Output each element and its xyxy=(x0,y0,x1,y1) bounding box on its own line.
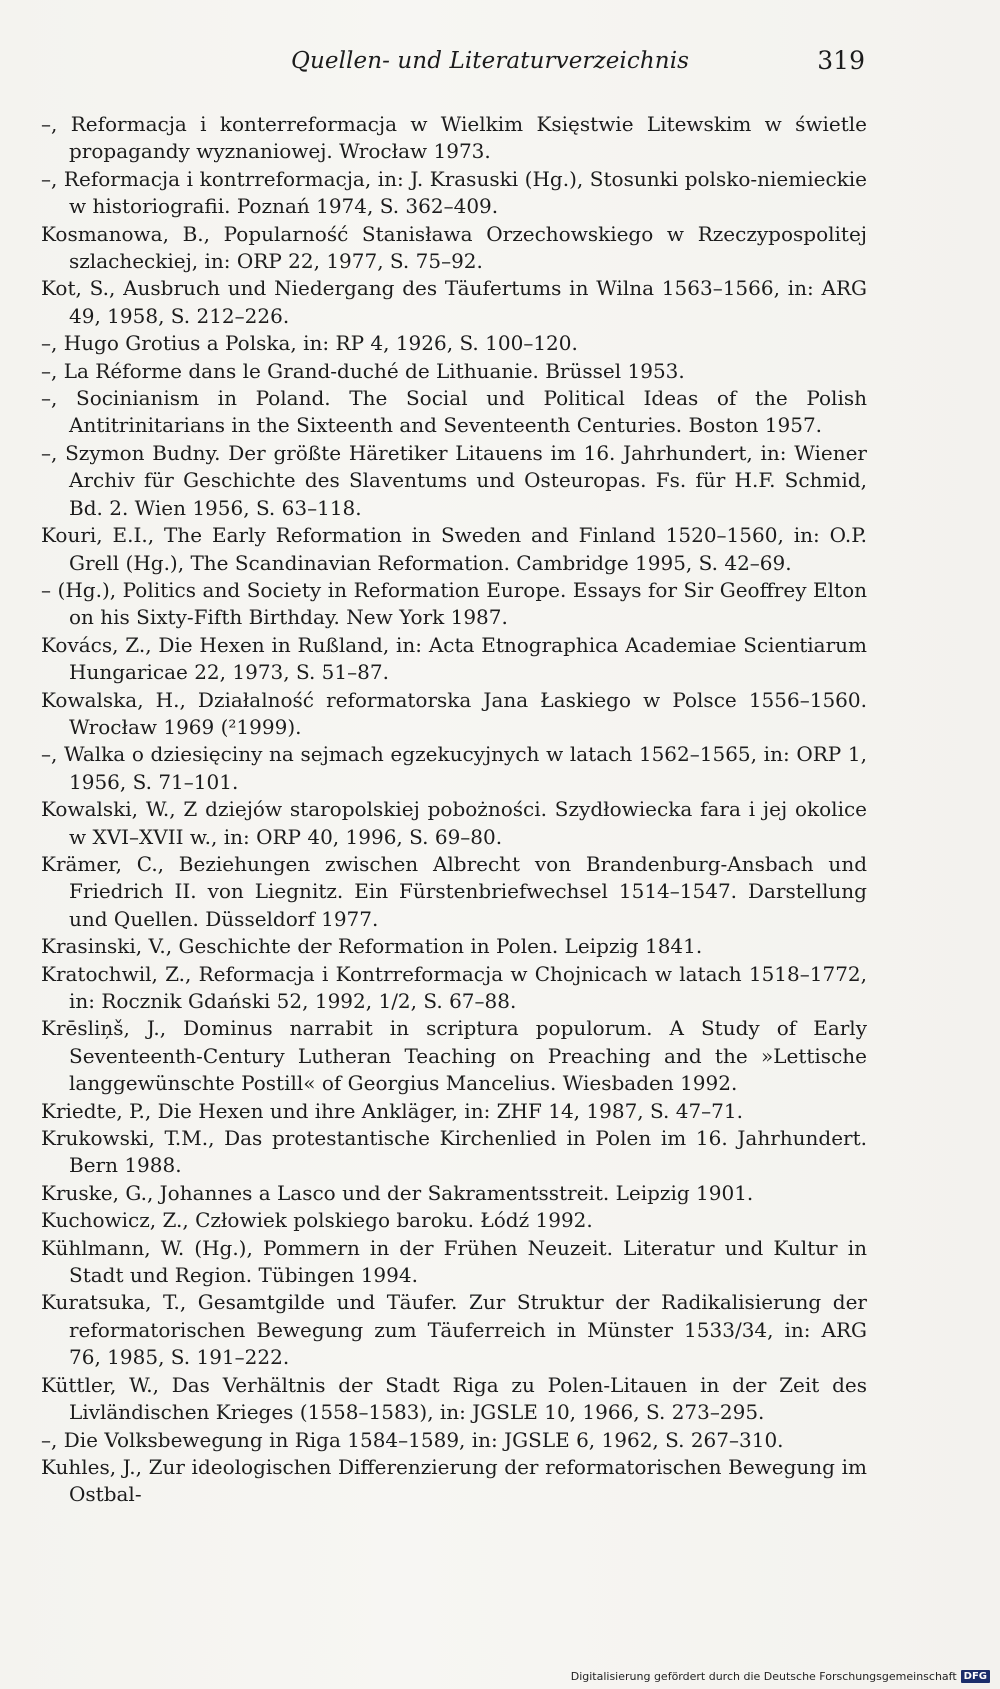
bibliography-entry: Krukowski, T.M., Das protestantische Kirchenlied in Polen im 16. Jahrhundert. Bern 1988. xyxy=(41,1126,867,1178)
page-number: 319 xyxy=(817,46,865,75)
bibliography-entry: Kot, S., Ausbruch und Niedergang des Täufertums in Wilna 1563–1566, in: ARG 49, 1958, S. 212–226. xyxy=(41,276,867,328)
credit-text: Digitalisierung gefördert durch die Deutsche Forschungsgemeinschaft xyxy=(570,1670,957,1683)
page-header xyxy=(41,46,865,80)
bibliography-entry: Kovács, Z., Die Hexen in Rußland, in: Acta Etnographica Academiae Scientiarum Hungaricae 22, 1973, S. 51–87. xyxy=(41,632,867,685)
bibliography-entry: –, La Réforme dans le Grand-duché de Lithuanie. Brüssel 1953. xyxy=(41,358,685,383)
bibliography-entry: –, Die Volksbewegung in Riga 1584–1589, in: JGSLE 6, 1962, S. 267–310. xyxy=(41,1427,784,1452)
bibliography-entry: –, Szymon Budny. Der größte Häretiker Litauens im 16. Jahrhundert, in: Wiener Archiv für Geschichte des Slaventums und Osteuropas. Fs. für H.F. Schmid, Bd. 2. Wien 1956, S. 63–118. xyxy=(41,440,867,520)
bibliography-entry: Kuratsuka, T., Gesamtgilde und Täufer. Zur Struktur der Radikalisierung der reformatorischen Bewegung zum Täuferreich in Münster 1533/34, in: ARG 76, 1985, S. 191–222. xyxy=(41,1290,867,1370)
bibliography-entry: Krēsliņš, J., Dominus narrabit in scriptura populorum. A Study of Early Seventeenth-Century Lutheran Teaching on Preaching and the »Lettische langgewünschte Postill« of Georgius Mancelius. Wiesbaden 1992. xyxy=(41,1016,867,1096)
bibliography-entry: Kowalski, W., Z dziejów staropolskiej pobożności. Szydłowiecka fara i jej okolice w XVI–XVII w., in: ORP 40, 1996, S. 69–80. xyxy=(41,797,867,849)
bibliography-entry: –, Hugo Grotius a Polska, in: RP 4, 1926, S. 100–120. xyxy=(41,331,578,356)
bibliography-entry: Küttler, W., Das Verhältnis der Stadt Riga zu Polen-Litauen in der Zeit des Livländischen Krieges (1558–1583), in: JGSLE 10, 1966, S. 273–295. xyxy=(41,1372,867,1425)
digitization-credit xyxy=(571,1670,990,1683)
running-title: Quellen- und Literaturverzeichnis xyxy=(291,48,690,74)
bibliography-entry: Kratochwil, Z., Reformacja i Kontrreformacja w Chojnicach w latach 1518–1772, in: Rocznik Gdański 52, 1992, 1/2, S. 67–88. xyxy=(41,961,867,1013)
bibliography-entry: Kowalska, H., Działalność reformatorska Jana Łaskiego w Polsce 1556–1560. Wrocław 1969 (²1999). xyxy=(41,687,867,739)
bibliography-entry: Kuchowicz, Z., Człowiek polskiego baroku. Łódź 1992. xyxy=(41,1208,593,1233)
bibliography-entry: Kruske, G., Johannes a Lasco und der Sakramentsstreit. Leipzig 1901. xyxy=(41,1180,754,1205)
bibliography-entry: – (Hg.), Politics and Society in Reformation Europe. Essays for Sir Geoffrey Elton on his Sixty-Fifth Birthday. New York 1987. xyxy=(41,577,867,630)
bibliography-entry: Krämer, C., Beziehungen zwischen Albrecht von Brandenburg-Ansbach und Friedrich II. von Liegnitz. Ein Fürstenbriefwechsel 1514–1547. Darstellung und Quellen. Düsseldorf 1977. xyxy=(41,851,867,931)
bibliography-entry: –, Walka o dziesięciny na sejmach egzekucyjnych w latach 1562–1565, in: ORP 1, 1956, S. 71–101. xyxy=(41,742,867,794)
bibliography-list xyxy=(41,111,867,1509)
bibliography-entry: Kouri, E.I., The Early Reformation in Sweden and Finland 1520–1560, in: O.P. Grell (Hg.), The Scandinavian Reformation. Cambridge 1995, S. 42–69. xyxy=(41,523,867,575)
bibliography-entry: –, Reformacja i kontrreformacja, in: J. Krasuski (Hg.), Stosunki polsko-niemieckie w historiografii. Poznań 1974, S. 362–409. xyxy=(41,166,867,219)
bibliography-entry: Kühlmann, W. (Hg.), Pommern in der Frühen Neuzeit. Literatur und Kultur in Stadt und Region. Tübingen 1994. xyxy=(41,1235,867,1288)
bibliography-entry: Kriedte, P., Die Hexen und ihre Ankläger, in: ZHF 14, 1987, S. 47–71. xyxy=(41,1098,743,1123)
bibliography-entry: Krasinski, V., Geschichte der Reformation in Polen. Leipzig 1841. xyxy=(41,934,703,959)
dfg-logo-icon: DFG xyxy=(961,1670,990,1683)
bibliography-entry: –, Reformacja i konterreformacja w Wielkim Księstwie Litewskim w świetle propagandy wyznaniowej. Wrocław 1973. xyxy=(41,112,867,164)
bibliography-entry: Kosmanowa, B., Popularność Stanisława Orzechowskiego w Rzeczypospolitej szlacheckiej, in: ORP 22, 1977, S. 75–92. xyxy=(41,221,867,274)
bibliography-entry: Kuhles, J., Zur ideologischen Differenzierung der reformatorischen Bewegung im Ostbal- xyxy=(41,1454,867,1507)
bibliography-entry: –, Socinianism in Poland. The Social und Political Ideas of the Polish Antitrinitarians in the Sixteenth and Seventeenth Centuries. Boston 1957. xyxy=(41,386,867,438)
